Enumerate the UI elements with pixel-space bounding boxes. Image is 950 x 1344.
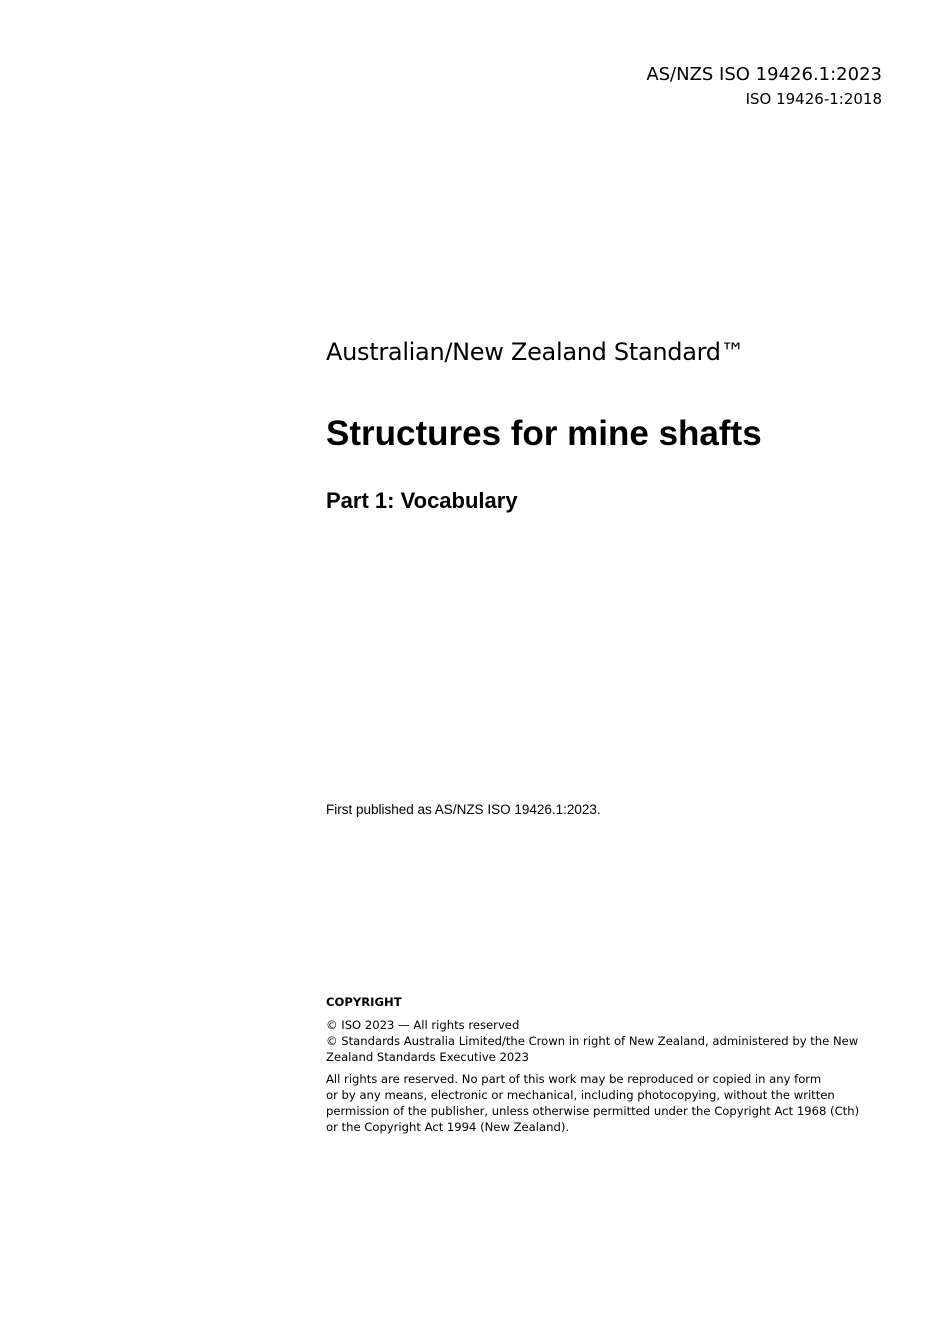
standard-type: Australian/New Zealand Standard™ — [326, 338, 745, 366]
document-part: Part 1: Vocabulary — [326, 488, 518, 513]
rights-line: All rights are reserved. No part of this work may be reproduced or copied in any form — [326, 1072, 822, 1086]
rights-line: permission of the publisher, unless otherwise permitted under the Copyright Act 1968 (Cth) — [326, 1104, 860, 1118]
standard-designation: AS/NZS ISO 19426.1:2023 — [646, 64, 882, 85]
copyright-notice — [326, 1017, 886, 1065]
document-title: Structures for mine shafts — [326, 414, 762, 453]
copyright-heading: COPYRIGHT — [326, 995, 402, 1009]
first-published-note: First published as AS/NZS ISO 19426.1:2023. — [326, 802, 601, 817]
copyright-line: Zealand Standards Executive 2023 — [326, 1050, 530, 1064]
copyright-line: © Standards Australia Limited/the Crown in right of New Zealand, administered by the New — [326, 1034, 859, 1048]
rights-line: or the Copyright Act 1994 (New Zealand). — [326, 1120, 570, 1134]
copyright-section — [326, 994, 886, 1135]
copyright-line: © ISO 2023 — All rights reserved — [326, 1018, 520, 1032]
rights-statement — [326, 1071, 886, 1135]
iso-designation: ISO 19426-1:2018 — [745, 90, 882, 108]
rights-line: or by any means, electronic or mechanical, including photocopying, without the written — [326, 1088, 835, 1102]
